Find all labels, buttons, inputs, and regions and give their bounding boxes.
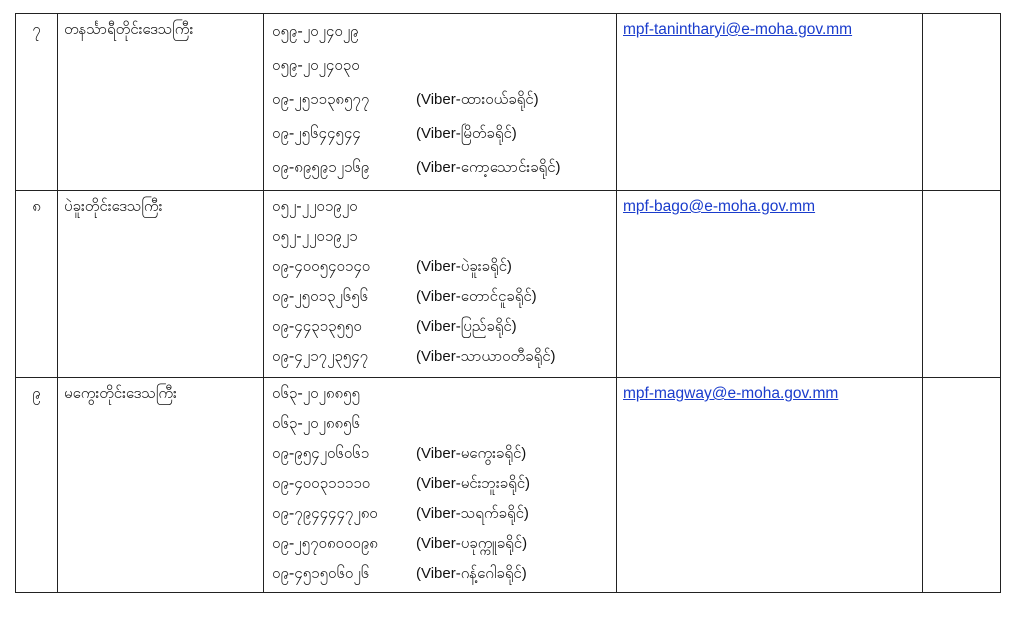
- phone-number: ၀၅၂-၂၂၀၁၉၂၁: [272, 227, 358, 245]
- phone-note: (Viber-သာယာဝတီခရိုင်): [416, 348, 556, 365]
- empty-cell: [923, 191, 1001, 378]
- row-number: ၈: [16, 191, 58, 378]
- phone-note: (Viber-သရက်ခရိုင်): [416, 505, 529, 522]
- phone-note: (Viber-ကော့သောင်းခရိုင်): [416, 159, 561, 176]
- phone-line: [272, 152, 616, 186]
- phone-number: ၀၅၂-၂၂၀၁၉၂၀: [272, 197, 358, 215]
- phone-line: [272, 193, 616, 223]
- phone-line: [272, 16, 616, 50]
- phone-number: ၀၅၉-၂၀၂၄၀၂၉: [272, 22, 359, 40]
- phone-note: (Viber-မကွေးခရိုင်): [416, 445, 527, 462]
- contacts-table: [15, 13, 1001, 593]
- phone-number: ၀၉-၄၄၃၁၃၅၅၀: [272, 317, 362, 335]
- email-cell: [617, 378, 923, 593]
- email-link[interactable]: mpf-bago@e-moha.gov.mm: [623, 198, 816, 215]
- email-link[interactable]: mpf-magway@e-moha.gov.mm: [623, 385, 839, 402]
- phone-line: [272, 118, 616, 152]
- phone-list: [264, 378, 617, 593]
- phone-number: ၀၉-၄၀၀၅၄၀၁၄၀: [272, 257, 371, 275]
- table-row: [16, 191, 1001, 378]
- phone-number: ၀၉-၄၀၀၃၁၁၁၁၀: [272, 474, 371, 492]
- phone-number: ၀၆၃-၂၀၂၈၈၅၆: [272, 414, 360, 432]
- phone-number: ၀၉-၇၉၄၄၄၄၇၂၈၀: [272, 504, 378, 522]
- phone-line: [272, 530, 616, 560]
- phone-number: ၀၉-၈၉၅၉၁၂၁၆၉: [272, 158, 370, 176]
- region-name: တနင်္သာရီတိုင်းဒေသကြီး: [58, 14, 264, 191]
- phone-line: [272, 84, 616, 118]
- phone-line: [272, 283, 616, 313]
- email-cell: [617, 191, 923, 378]
- phone-line: [272, 50, 616, 84]
- phone-line: [272, 313, 616, 343]
- empty-cell: [923, 378, 1001, 593]
- phone-line: [272, 470, 616, 500]
- phone-line: [272, 223, 616, 253]
- phone-number: ၀၉-၄၂၁၇၂၃၅၄၇: [272, 347, 369, 365]
- phone-line: [272, 253, 616, 283]
- phone-note: (Viber-မြိတ်ခရိုင်): [416, 125, 517, 142]
- phone-line: [272, 500, 616, 530]
- phone-line: [272, 560, 616, 590]
- phone-number: ၀၉-၂၅၆၄၄၅၄၄: [272, 124, 361, 142]
- phone-number: ၀၉-၄၅၁၅၀၆၀၂၆: [272, 564, 370, 582]
- phone-note: (Viber-ဂန့်ဂေါခရိုင်): [416, 565, 527, 582]
- phone-line: [272, 440, 616, 470]
- phone-number: ၀၉-၂၅၁၁၃၈၅၇၇: [272, 90, 370, 108]
- phone-note: (Viber-တောင်ငူခရိုင်): [416, 288, 537, 305]
- table-row: [16, 378, 1001, 593]
- phone-note: (Viber-ထားဝယ်ခရိုင်): [416, 91, 539, 108]
- phone-number: ၀၉-၂၅၀၁၃၂၆၅၆: [272, 287, 369, 305]
- email-link[interactable]: mpf-tanintharyi@e-moha.gov.mm: [623, 21, 853, 38]
- region-name: မကွေးတိုင်းဒေသကြီး: [58, 378, 264, 593]
- row-number: ၉: [16, 378, 58, 593]
- phone-note: (Viber-ပြည်ခရိုင်): [416, 318, 517, 335]
- phone-note: (Viber-မင်းဘူးခရိုင်): [416, 475, 531, 492]
- phone-number: ၀၉-၂၅၇၀၈၀၀၀၉၈: [272, 534, 378, 552]
- phone-number: ၀၅၉-၂၀၂၄၀၃၀: [272, 56, 360, 74]
- phone-line: [272, 410, 616, 440]
- empty-cell: [923, 14, 1001, 191]
- phone-line: [272, 343, 616, 373]
- phone-note: (Viber-ပခုက္ကူခရိုင်): [416, 535, 528, 552]
- phone-line: [272, 380, 616, 410]
- phone-note: (Viber-ပဲခူးခရိုင်): [416, 258, 512, 275]
- phone-number: ၀၆၃-၂၀၂၈၈၅၅: [272, 384, 360, 402]
- phone-number: ၀၉-၉၅၄၂၀၆၀၆၁: [272, 444, 370, 462]
- region-name: ပဲခူးတိုင်းဒေသကြီး: [58, 191, 264, 378]
- table-row: [16, 14, 1001, 191]
- row-number: ၇: [16, 14, 58, 191]
- email-cell: [617, 14, 923, 191]
- phone-list: [264, 191, 617, 378]
- phone-list: [264, 14, 617, 191]
